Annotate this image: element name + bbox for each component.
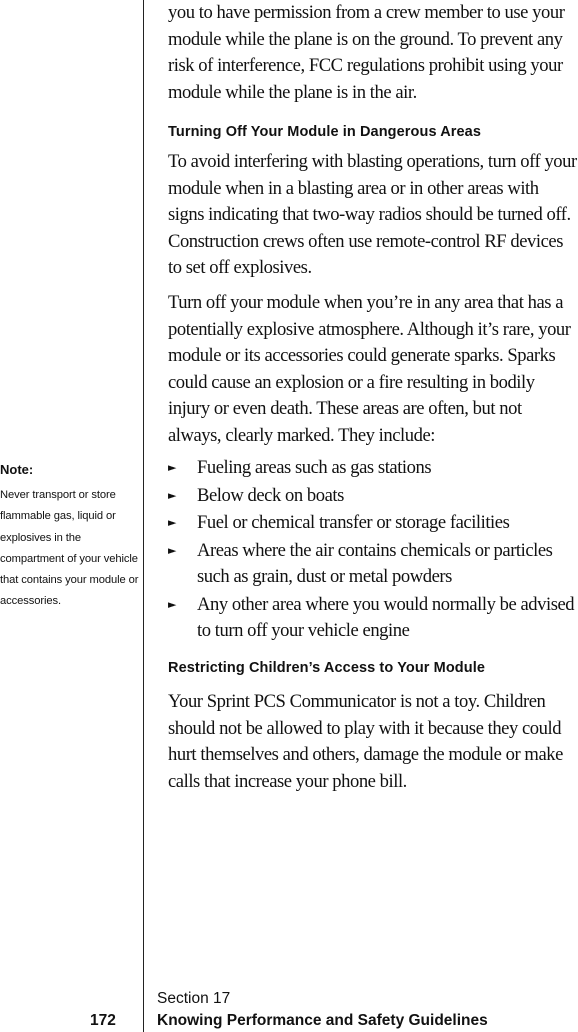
list-item-text: Fueling areas such as gas stations bbox=[197, 457, 432, 478]
section-label: Section 17 bbox=[157, 990, 231, 1007]
triangle-right-icon: ► bbox=[168, 516, 177, 529]
list-item bbox=[168, 455, 578, 482]
list-item bbox=[168, 538, 578, 591]
margin-divider bbox=[143, 0, 144, 1032]
dangerous-areas-list bbox=[168, 455, 578, 646]
list-item-text: Any other area where you would normally be advised to turn off your vehicle engine bbox=[197, 593, 575, 641]
triangle-right-icon: ► bbox=[168, 488, 177, 502]
heading-dangerous-areas: Turning Off Your Module in Dangerous Areas bbox=[168, 124, 482, 140]
triangle-right-icon: ► bbox=[168, 597, 177, 611]
page-number: 172 bbox=[90, 1012, 116, 1029]
triangle-right-icon: ► bbox=[168, 461, 177, 474]
heading-children-access: Restricting Children’s Access to Your Module bbox=[168, 660, 486, 676]
list-item bbox=[168, 510, 578, 537]
children-paragraph: Your Sprint PCS Communicator is not a toy. Children should not be allowed to play with it because they could hurt themselves and others, damage the module or make calls that increase your phone bill. bbox=[168, 691, 563, 792]
list-item-text: Fuel or chemical transfer or storage facilities bbox=[197, 512, 510, 533]
section-title: Knowing Performance and Safety Guidelines bbox=[157, 1012, 488, 1029]
dangerous-paragraph-1: To avoid interfering with blasting operations, turn off your module when in a blasting area or in other areas with signs indicating that two-way radios should be turned off. Construction crews often use remote-control RF devices to set off explosives. bbox=[168, 151, 577, 278]
note-body: Never transport or store flammable gas, liquid or explosives in the compartment of your vehicle that contains your module or accessories. bbox=[0, 489, 139, 608]
sidebar-note bbox=[0, 462, 140, 613]
list-item-text: Below deck on boats bbox=[197, 484, 344, 506]
intro-paragraph: you to have permission from a crew member to use your module while the plane is on the ground. To prevent any risk of interference, FCC regulations prohibit using your module while the plane is in the air. bbox=[168, 2, 565, 103]
note-title: Note: bbox=[0, 462, 34, 477]
list-item bbox=[168, 592, 578, 645]
dangerous-paragraph-2: Turn off your module when you’re in any area that has a potentially explosive atmosphere. Although it’s rare, your module or its accessories could generate sparks. Sparks could cause an explosion or a fire resulting in bodily injury or even death. These areas are often, but not always, clearly marked. They include: bbox=[168, 292, 571, 446]
list-item-text: Areas where the air contains chemicals or particles such as grain, dust or metal powders bbox=[197, 539, 553, 587]
triangle-right-icon: ► bbox=[168, 543, 177, 557]
list-item bbox=[168, 483, 578, 510]
